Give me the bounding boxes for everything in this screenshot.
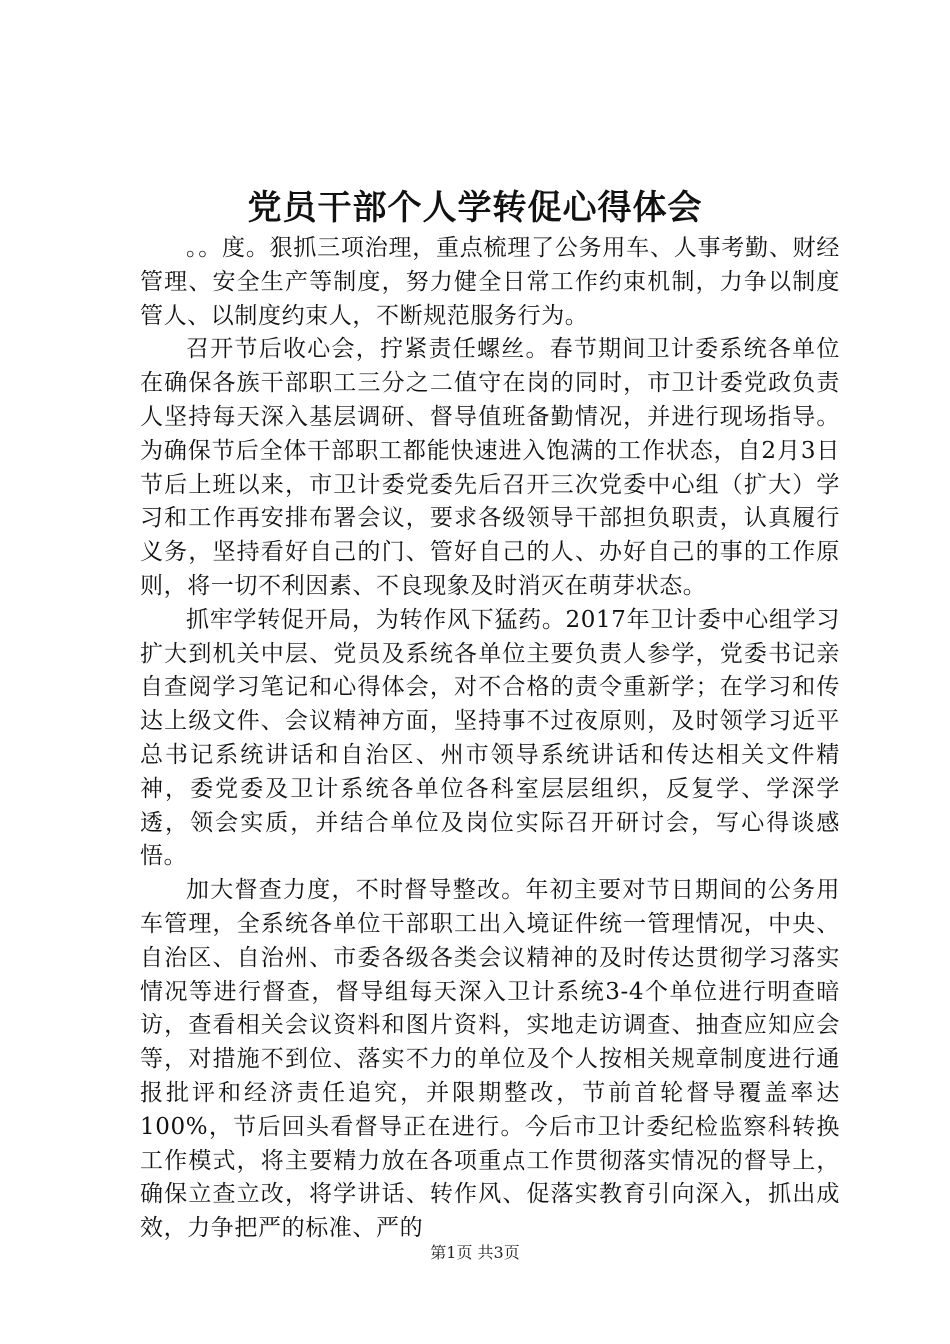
document-title: 党员干部个人学转促心得体会 xyxy=(247,188,703,228)
document-body xyxy=(140,232,840,1246)
paragraph: 召开节后收心会，拧紧责任螺丝。春节期间卫计委系统各单位在确保各族干部职工三分之二值守在岗的同时，市卫计委党政负责人坚持每天深入基层调研、督导值班备勤情况，并进行现场指导。为确保节后全体干部职工都能快速进入饱满的工作状态，自2月3日节后上班以来，市卫计委党委先后召开三次党委中心组（扩大）学习和工作再安排布署会议，要求各级领导干部担负职责，认真履行义务，坚持看好自己的门、管好自己的人、办好自己的事的工作原则，将一切不利因素、不良现象及时消灭在萌芽状态。 xyxy=(140,336,840,599)
paragraph: 抓牢学转促开局，为转作风下猛药。2017年卫计委中心组学习扩大到机关中层、党员及系统各单位主要负责人参学，党委书记亲自查阅学习笔记和心得体会，对不合格的责令重新学；在学习和传达上级文件、会议精神方面，坚持事不过夜原则，及时领学习近平总书记系统讲话和自治区、州市领导系统讲话和传达相关文件精神，委党委及卫计系统各单位各科室层层组织，反复学、学深学透，领会实质，并结合单位及岗位实际召开研讨会，写心得谈感悟。 xyxy=(140,606,840,870)
page-number-footer: 第1页 共3页 xyxy=(430,1243,520,1262)
paragraph: 。。度。狠抓三项治理，重点梳理了公务用车、人事考勤、财经管理、安全生产等制度，努力健全日常工作约束机制，力争以制度管人、以制度约束人，不断规范服务行为。 xyxy=(140,235,840,329)
paragraph: 加大督查力度，不时督导整改。年初主要对节日期间的公务用车管理，全系统各单位干部职工出入境证件统一管理情况，中央、自治区、自治州、市委各级各类会议精神的及时传达贯彻学习落实情况等进行督查，督导组每天深入卫计系统3-4个单位进行明查暗访，查看相关会议资料和图片资料，实地走访调查、抽查应知应会等，对措施不到位、落实不力的单位及个人按相关规章制度进行通报批评和经济责任追究，并限期整改，节前首轮督导覆盖率达100%，节后回头看督导正在进行。今后市卫计委纪检监察科转换工作模式，将主要精力放在各项重点工作贯彻落实情况的督导上，确保立查立改，将学讲话、转作风、促落实教育引向深入，抓出成效，力争把严的标准、严的 xyxy=(140,877,840,1242)
